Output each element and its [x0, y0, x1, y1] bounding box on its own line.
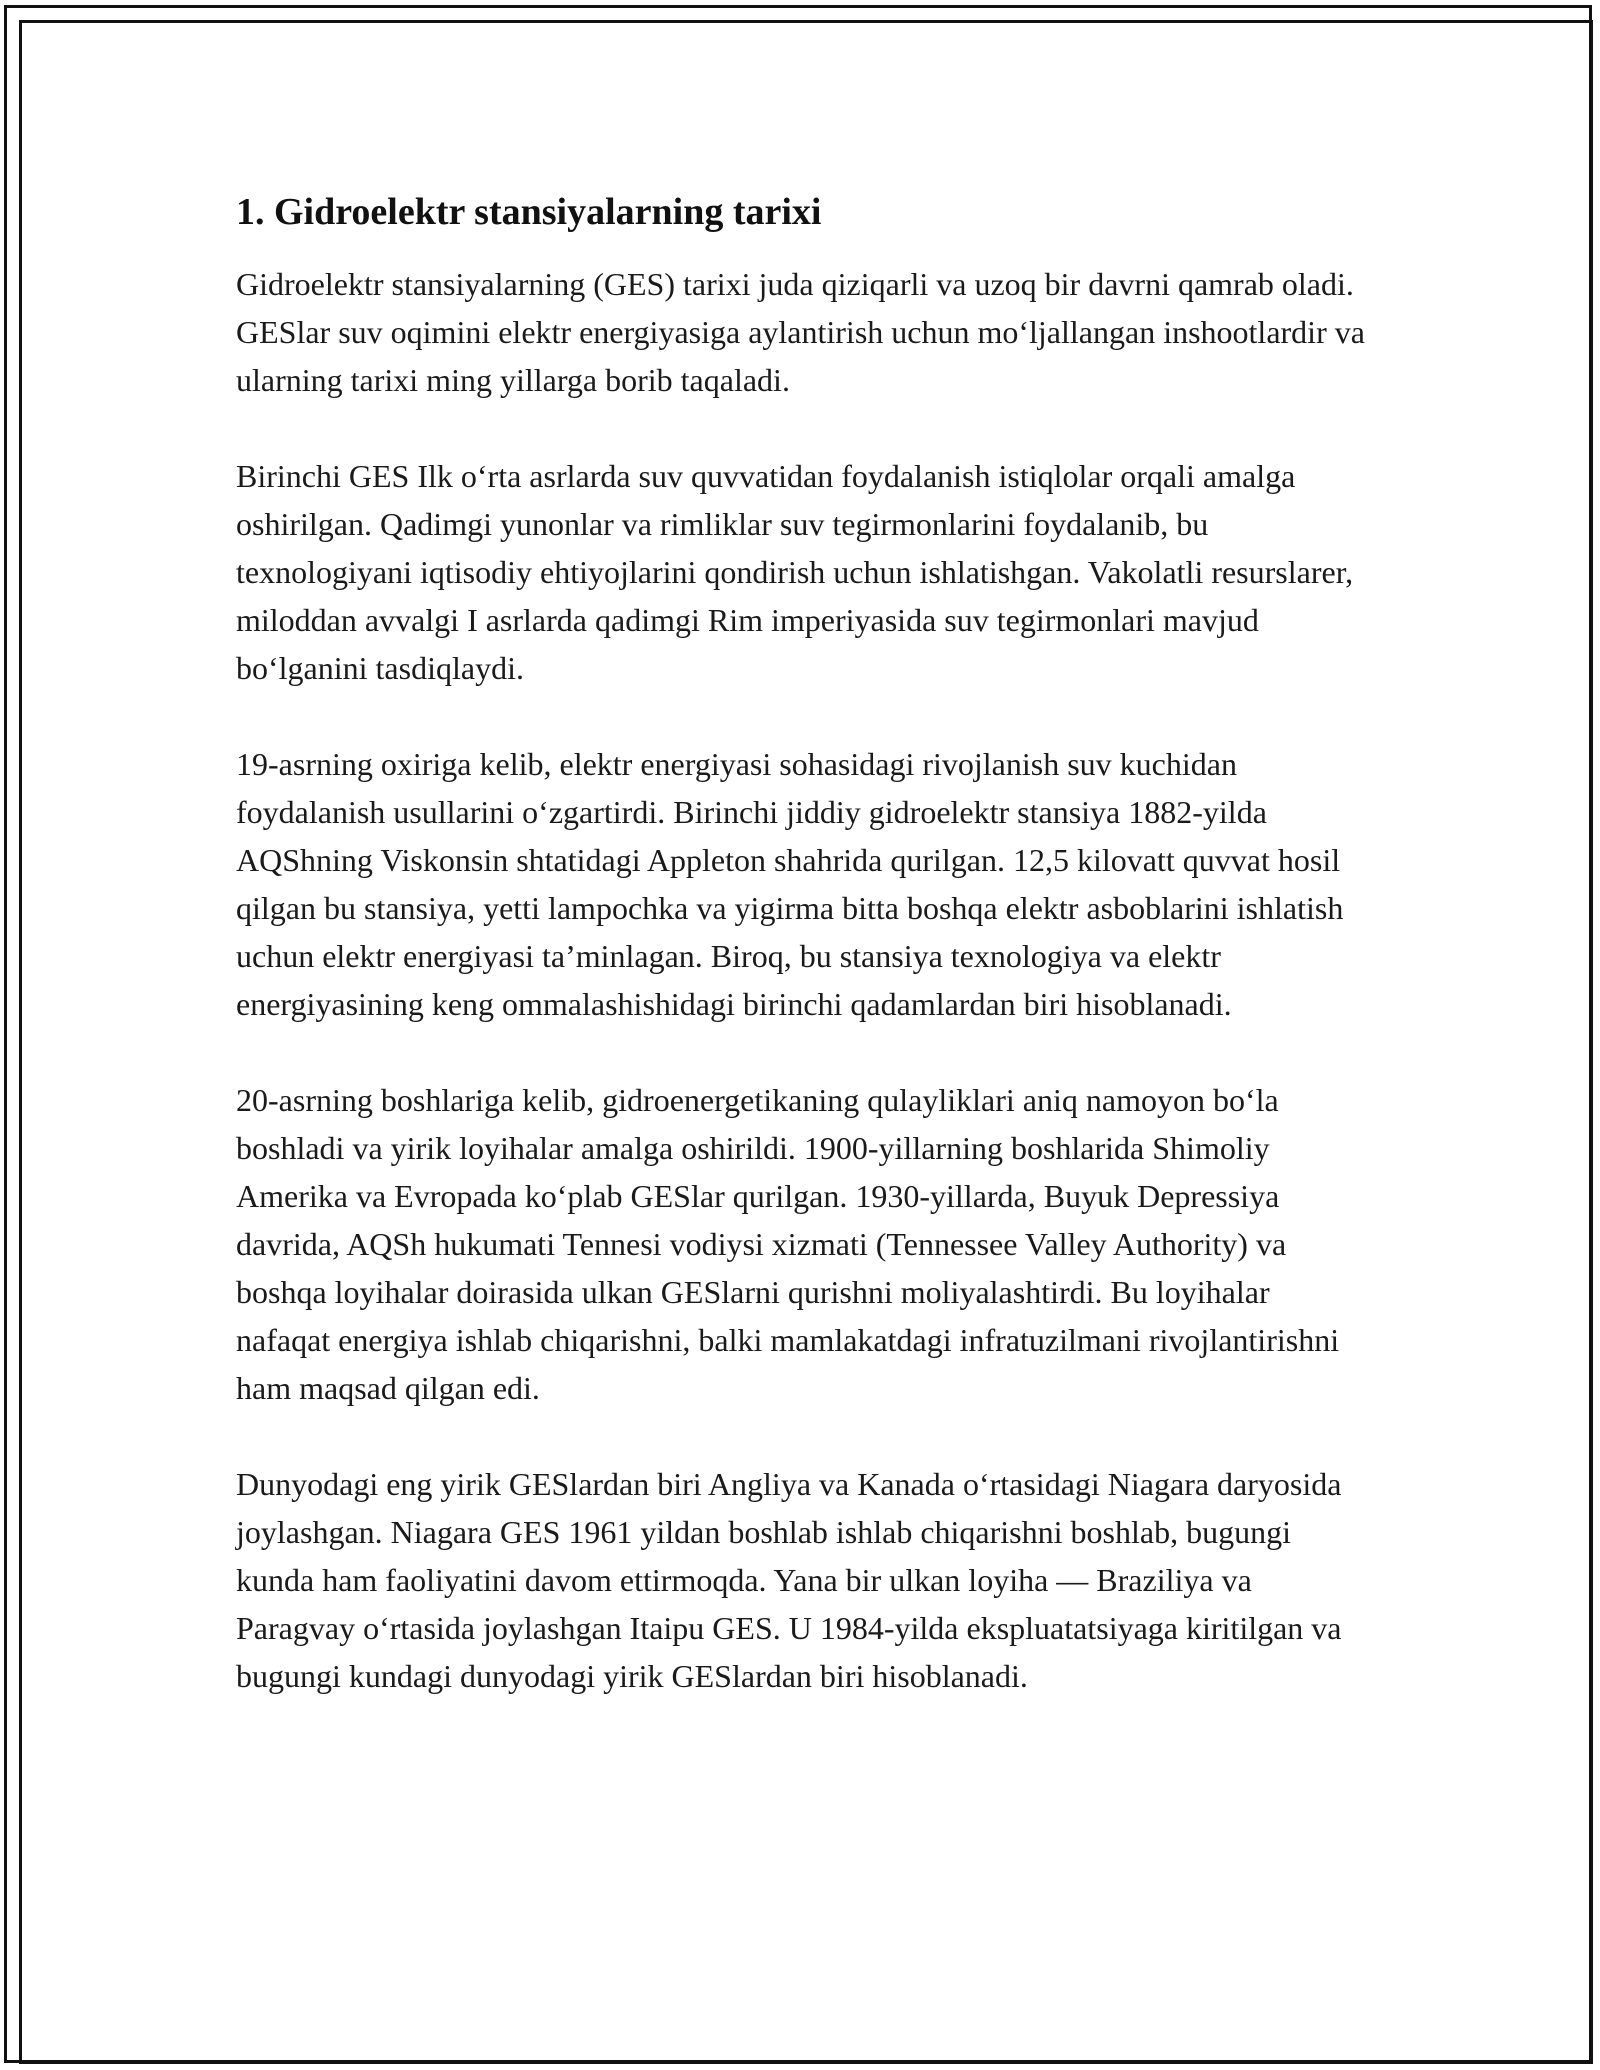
section-heading: 1. Gidroelektr stansiyalarning tarixi — [236, 191, 822, 233]
paragraph-19th-century: 19-asrning oxiriga kelib, elektr energiyasi sohasidagi rivojlanish suv kuchidan foydalanish usullarini o‘zgartirdi. Birinchi jiddiy gidroelektr stansiya 1882-yilda AQShning Viskonsin shtatidagi Appleton shahrida qurilgan. 12,5 kilovatt quvvat hosil qilgan bu stansiya, yetti lampochka va yigirma bitta boshqa elektr asboblarini ishlatish uchun elektr energiyasi ta’minlagan. Biroq, bu stansiya texnologiya va elektr energiyasining keng ommalashishidagi birinchi qadamlardan biri hisoblanadi. — [236, 746, 1344, 1022]
paragraph-largest-stations: Dunyodagi eng yirik GESlardan biri Angliya va Kanada o‘rtasidagi Niagara daryosida joylashgan. Niagara GES 1961 yildan boshlab ishlab chiqarishni boshlab, bugungi kunda ham faoliyatini davom ettirmoqda. Yana bir ulkan loyiha — Braziliya va Paragvay o‘rtasida joylashgan Itaipu GES. U 1984-yilda ekspluatatsiyaga kiritilgan va bugungi kundagi dunyodagi yirik GESlardan biri hisoblanadi. — [236, 1466, 1342, 1694]
paragraph-intro: Gidroelektr stansiyalarning (GES) tarixi juda qiziqarli va uzoq bir davrni qamrab oladi. GESlar suv oqimini elektr energiyasiga aylantirish uchun mo‘ljallangan inshootlardir va ularning tarixi ming yillarga borib taqaladi. — [236, 266, 1365, 398]
paragraph-early-history: Birinchi GES Ilk o‘rta asrlarda suv quvvatidan foydalanish istiqlolar orqali amalga oshirilgan. Qadimgi yunonlar va rimliklar suv tegirmonlarini foydalanib, bu texnologiyani iqtisodiy ehtiyojlarini qondirish uchun ishlatishgan. Vakolatli resurslarer, miloddan avvalgi I asrlarda qadimgi Rim imperiyasida suv tegirmonlari mavjud bo‘lganini tasdiqlaydi. — [236, 458, 1354, 686]
paragraph-20th-century: 20-asrning boshlariga kelib, gidroenergetikaning qulayliklari aniq namoyon bo‘la boshladi va yirik loyihalar amalga oshirildi. 1900-yillarning boshlarida Shimoliy Amerika va Evropada ko‘plab GESlar qurilgan. 1930-yillarda, Buyuk Depressiya davrida, AQSh hukumati Tennesi vodiysi xizmati (Tennessee Valley Authority) va boshqa loyihalar doirasida ulkan GESlarni qurishni moliyalashtirdi. Bu loyihalar nafaqat energiya ishlab chiqarishni, balki mamlakatdagi infratuzilmani rivojlantirishni ham maqsad qilgan edi. — [236, 1082, 1340, 1406]
document-body — [236, 186, 1366, 1748]
